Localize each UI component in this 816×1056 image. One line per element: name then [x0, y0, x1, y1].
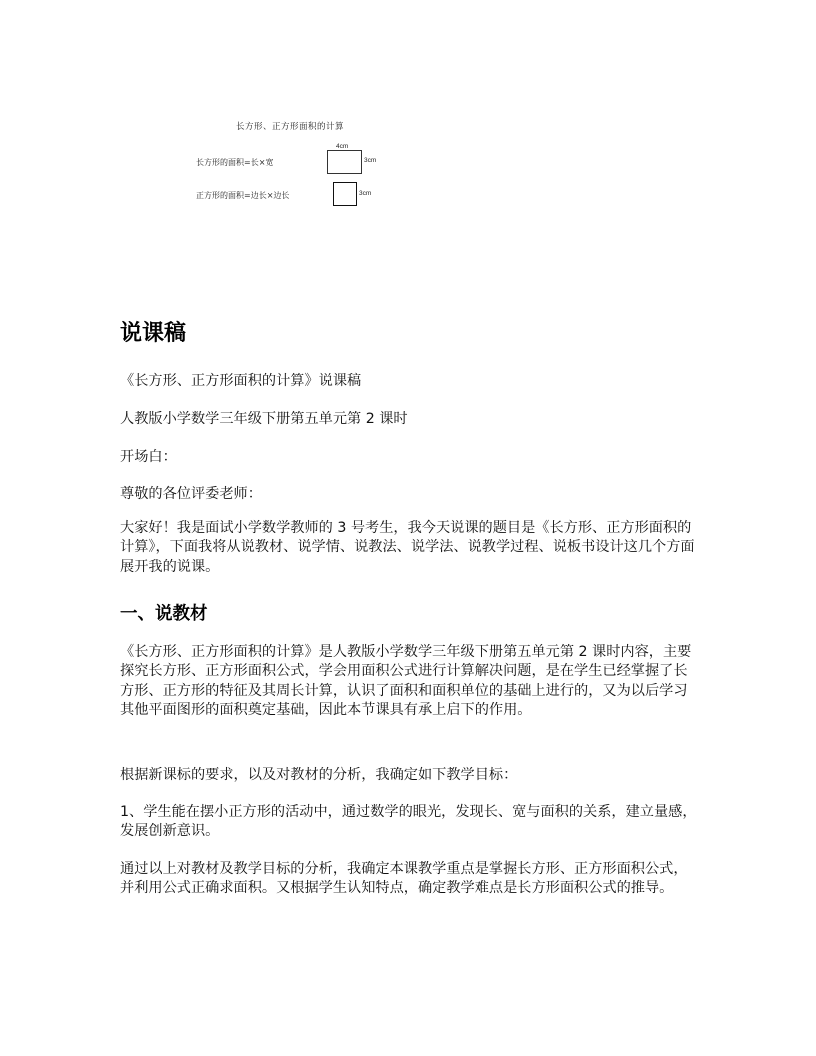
key-points-paragraph: 通过以上对教材及教学目标的分析，我确定本课教学重点是掌握长方形、正方形面积公式，并利用公式正确求面积。又根据学生认知特点，确定教学难点是长方形面积公式的推导。 [120, 861, 688, 897]
objectives-intro-paragraph: 根据新课标的要求，以及对教材的分析，我确定如下教学目标： [120, 767, 518, 783]
square-area-formula: 正方形的面积=边长×边长 [196, 191, 290, 200]
rectangle-area-formula: 长方形的面积=长×宽 [196, 158, 274, 167]
greeting: 尊敬的各位评委老师： [120, 486, 262, 502]
page-heading: 说课稿 [120, 321, 187, 346]
square-side-label: 3cm [359, 190, 372, 197]
rectangle-width-label: 3cm [364, 157, 377, 164]
diagram-title: 长方形、正方形面积的计算 [236, 122, 345, 132]
section-heading-textbook: 一、说教材 [120, 604, 208, 624]
lesson-title: 《长方形、正方形面积的计算》说课稿 [120, 373, 362, 389]
intro-paragraph: 大家好！我是面试小学数学教师的 3 号考生，我今天说课的题目是《长方形、正方形面积的计算》，下面我将从说教材、说学情、说教法、说学法、说教学过程、说板书设计这几个方面展开我的说课。 [120, 520, 695, 575]
rectangle-length-label: 4cm [336, 143, 349, 150]
textbook-analysis-paragraph: 《长方形、正方形面积的计算》是人教版小学数学三年级下册第五单元第 2 课时内容，主要探究长方形、正方形面积公式，学会用面积公式进行计算解决问题，是在学生已经掌握了长方形、正方形的特征及其周长计算，认识了面积和面积单位的基础上进行的，又为以后学习其他平面图形的面积奠定基础，因此本节课具有承上启下的作用。 [120, 644, 692, 718]
board-sketch-diagram [0, 0, 816, 240]
course-info: 人教版小学数学三年级下册第五单元第 2 课时 [120, 411, 408, 427]
square-shape [333, 182, 357, 206]
objective-1-paragraph: 1、学生能在摆小正方形的活动中，通过数学的眼光，发现长、宽与面积的关系，建立量感，发展创新意识。 [120, 804, 697, 840]
rectangle-shape [327, 150, 362, 174]
opening-label: 开场白： [120, 449, 177, 465]
